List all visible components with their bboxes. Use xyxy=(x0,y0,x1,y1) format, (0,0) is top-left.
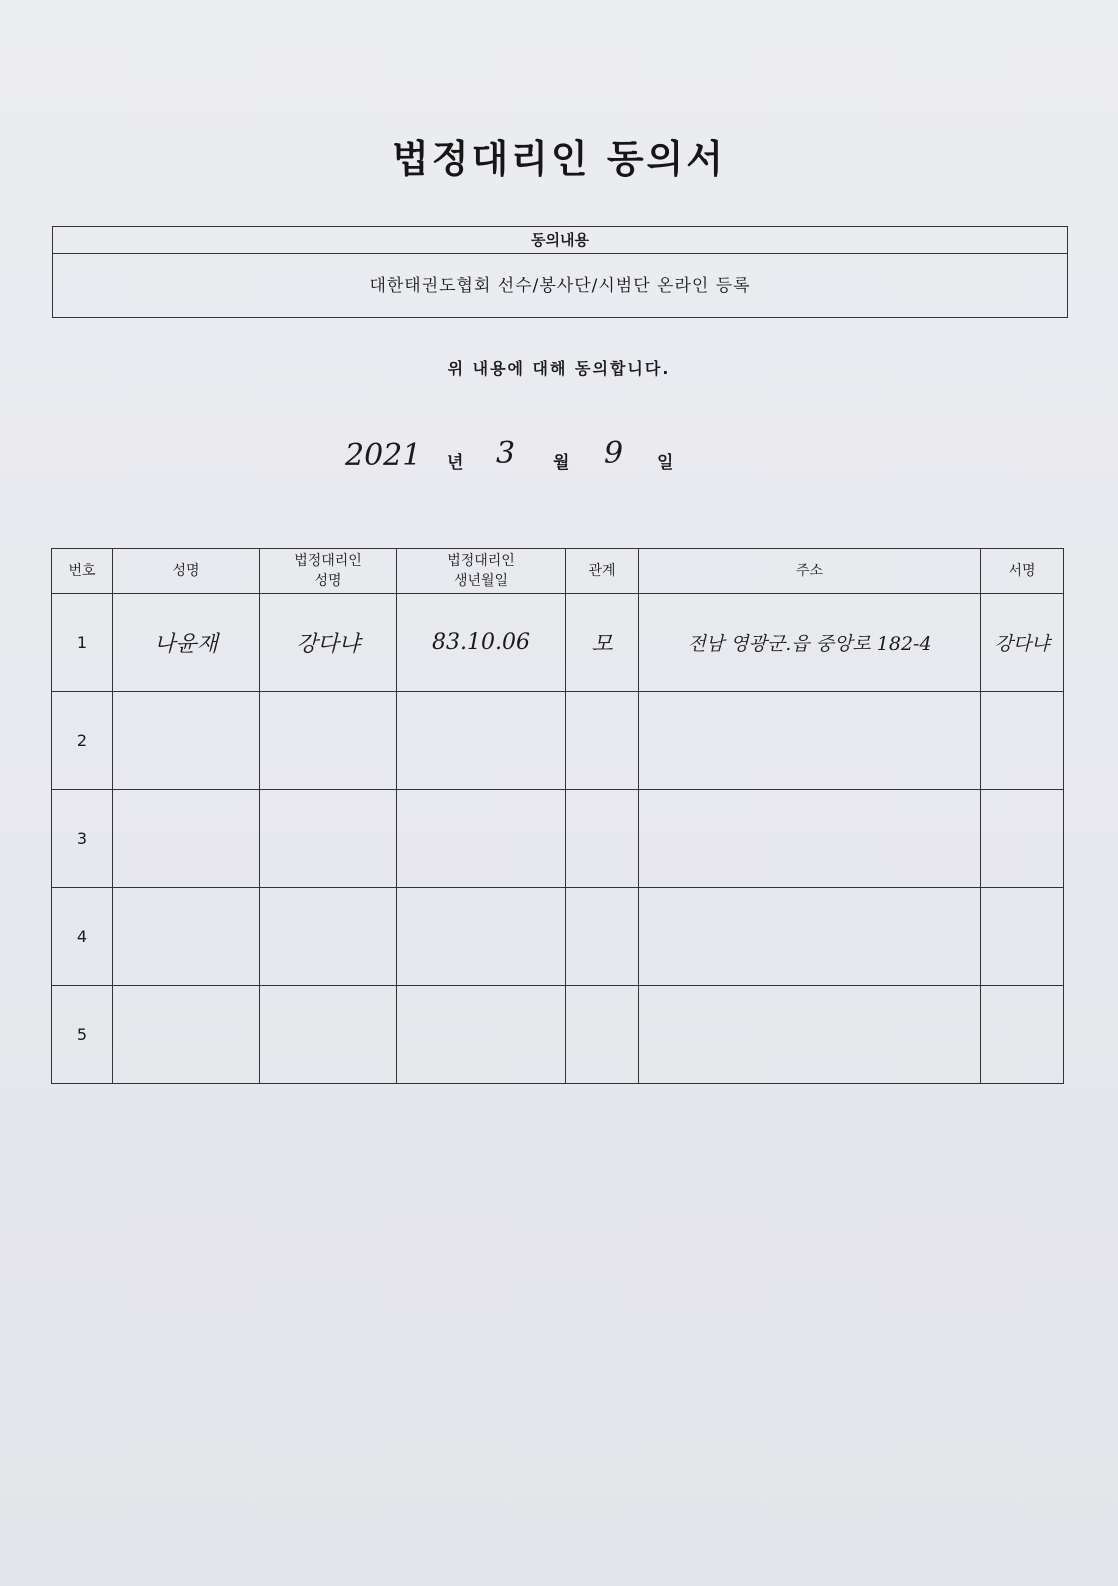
row-guardian-name xyxy=(260,986,397,1084)
row-guardian-birth xyxy=(397,692,566,790)
row-signature xyxy=(981,986,1064,1084)
row-signature xyxy=(981,692,1064,790)
consent-content-header: 동의내용 xyxy=(53,227,1067,254)
header-relation: 관계 xyxy=(566,549,639,594)
date-day-label: 일 xyxy=(657,453,674,473)
row-relation xyxy=(566,888,639,986)
row-guardian-birth xyxy=(397,986,566,1084)
agreement-statement: 위 내용에 대해 동의합니다. xyxy=(447,359,671,378)
row-signature xyxy=(981,888,1064,986)
row-address xyxy=(639,986,981,1084)
header-guardian-birth: 법정대리인 생년월일 xyxy=(397,549,566,594)
registration-table xyxy=(51,548,1064,1084)
row-number: 5 xyxy=(52,986,113,1084)
row-address xyxy=(639,888,981,986)
header-address: 주소 xyxy=(639,549,981,594)
table-header-row xyxy=(52,549,1064,594)
table-row xyxy=(52,888,1064,986)
row-guardian-birth xyxy=(397,790,566,888)
consent-content-text: 대한태권도협회 선수/봉사단/시범단 온라인 등록 xyxy=(369,276,751,296)
table-row xyxy=(52,692,1064,790)
document-title: 법정대리인 동의서 xyxy=(392,137,726,181)
row-name xyxy=(113,888,260,986)
row-guardian-name xyxy=(260,888,397,986)
row-name: 나윤재 xyxy=(113,594,260,692)
date-year-label: 년 xyxy=(447,453,464,473)
header-name: 성명 xyxy=(113,549,260,594)
date-month-label: 월 xyxy=(553,453,570,473)
row-number: 3 xyxy=(52,790,113,888)
date-year-handwritten: 2021 xyxy=(345,438,422,473)
header-signature: 서명 xyxy=(981,549,1064,594)
header-number: 번호 xyxy=(52,549,113,594)
row-name xyxy=(113,790,260,888)
row-name xyxy=(113,692,260,790)
consent-content-box xyxy=(52,226,1068,318)
row-guardian-birth: 83.10.06 xyxy=(397,594,566,692)
table-row xyxy=(52,594,1064,692)
row-number: 4 xyxy=(52,888,113,986)
row-relation xyxy=(566,790,639,888)
table-row xyxy=(52,790,1064,888)
row-relation: 모 xyxy=(566,594,639,692)
row-address xyxy=(639,692,981,790)
row-relation xyxy=(566,692,639,790)
row-signature: 강다냐 xyxy=(981,594,1064,692)
row-guardian-birth xyxy=(397,888,566,986)
row-guardian-name xyxy=(260,790,397,888)
row-signature xyxy=(981,790,1064,888)
row-guardian-name: 강다냐 xyxy=(260,594,397,692)
row-name xyxy=(113,986,260,1084)
header-guardian-name: 법정대리인 성명 xyxy=(260,549,397,594)
row-relation xyxy=(566,986,639,1084)
row-number: 2 xyxy=(52,692,113,790)
row-address xyxy=(639,790,981,888)
row-guardian-name xyxy=(260,692,397,790)
table-row xyxy=(52,986,1064,1084)
date-month-handwritten: 3 xyxy=(496,436,516,471)
row-address: 전남 영광군.읍 중앙로 182-4 xyxy=(639,594,981,692)
row-number: 1 xyxy=(52,594,113,692)
date-day-handwritten: 9 xyxy=(604,436,624,471)
